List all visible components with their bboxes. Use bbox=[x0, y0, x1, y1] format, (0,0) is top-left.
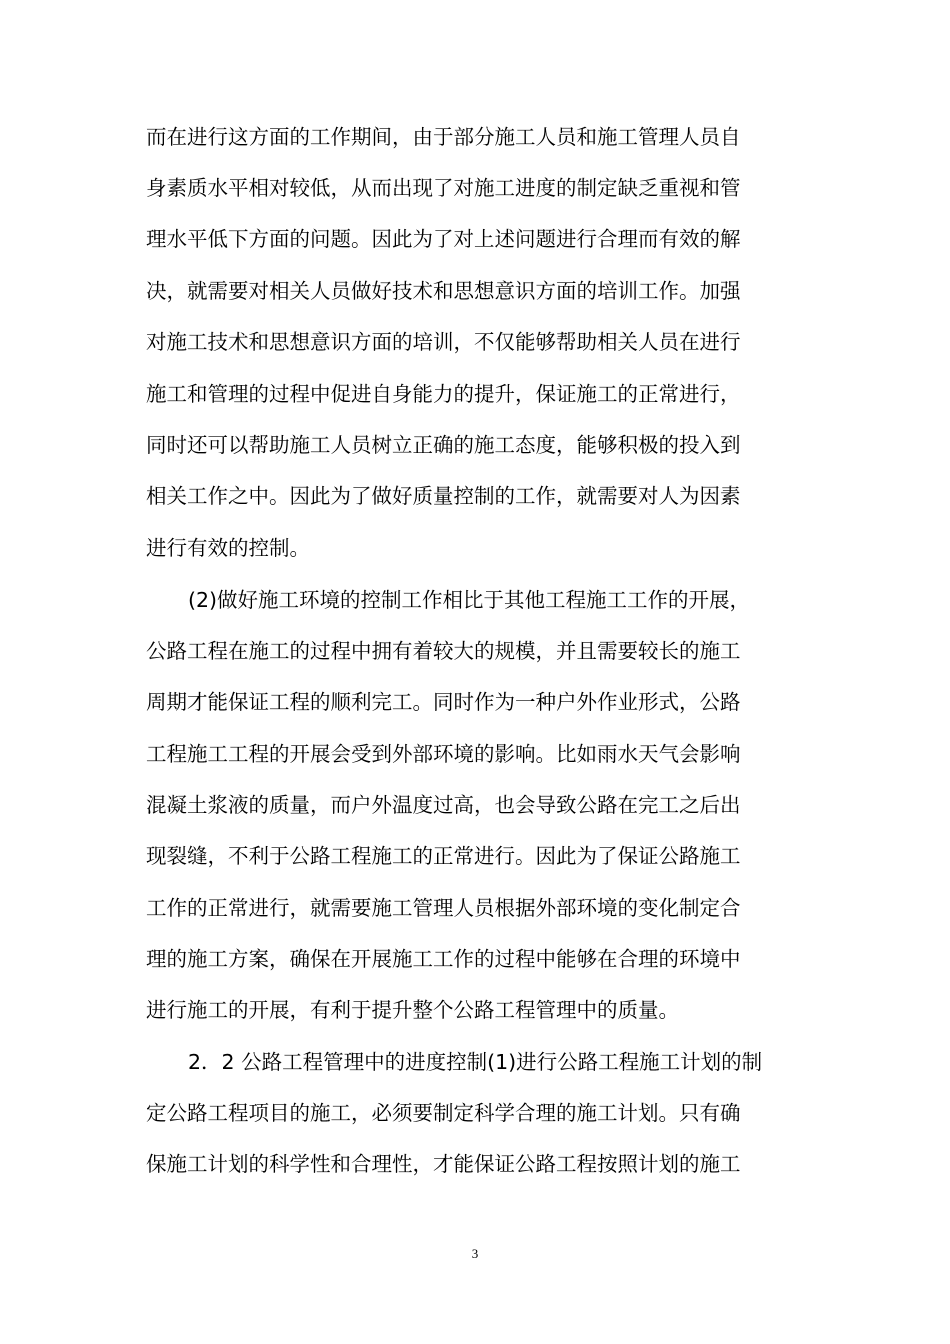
text-line: 身素质水平相对较低，从而出现了对施工进度的制定缺乏重视和管 bbox=[146, 176, 741, 200]
text-line: 理的施工方案，确保在开展施工工作的过程中能够在合理的环境中 bbox=[146, 947, 741, 971]
text-line: 现裂缝，不利于公路工程施工的正常进行。因此为了保证公路施工 bbox=[146, 844, 741, 868]
text-line: 混凝土浆液的质量，而户外温度过高，也会导致公路在完工之后出 bbox=[146, 793, 741, 817]
text-line: 工程施工工程的开展会受到外部环境的影响。比如雨水天气会影响 bbox=[146, 742, 741, 766]
text-line: 同时还可以帮助施工人员树立正确的施工态度，能够积极的投入到 bbox=[146, 433, 741, 457]
text-line: 理水平低下方面的问题。因此为了对上述问题进行合理而有效的解 bbox=[146, 227, 741, 251]
text-line: 工作的正常进行，就需要施工管理人员根据外部环境的变化制定合 bbox=[146, 896, 741, 920]
paragraph-first-line: (2)做好施工环境的控制工作相比于其他工程施工工作的开展， bbox=[188, 588, 751, 612]
text-line: 进行有效的控制。 bbox=[146, 536, 310, 560]
page-number: 3 bbox=[471, 1246, 479, 1261]
text-line: 定公路工程项目的施工，必须要制定科学合理的施工计划。只有确 bbox=[146, 1101, 741, 1125]
section-heading-line: 2．2 公路工程管理中的进度控制(1)进行公路工程施工计划的制 bbox=[188, 1050, 763, 1074]
text-line: 相关工作之中。因此为了做好质量控制的工作，就需要对人为因素 bbox=[146, 484, 741, 508]
text-line: 周期才能保证工程的顺利完工。同时作为一种户外作业形式，公路 bbox=[146, 690, 741, 714]
text-line: 对施工技术和思想意识方面的培训，不仅能够帮助相关人员在进行 bbox=[146, 330, 741, 354]
text-line: 公路工程在施工的过程中拥有着较大的规模，并且需要较长的施工 bbox=[146, 639, 741, 663]
text-line: 决，就需要对相关人员做好技术和思想意识方面的培训工作。加强 bbox=[146, 279, 741, 303]
text-line: 进行施工的开展，有利于提升整个公路工程管理中的质量。 bbox=[146, 998, 679, 1022]
text-line: 保施工计划的科学性和合理性，才能保证公路工程按照计划的施工 bbox=[146, 1152, 741, 1176]
text-line: 而在进行这方面的工作期间，由于部分施工人员和施工管理人员自 bbox=[146, 125, 741, 149]
text-line: 施工和管理的过程中促进自身能力的提升，保证施工的正常进行， bbox=[146, 382, 741, 406]
